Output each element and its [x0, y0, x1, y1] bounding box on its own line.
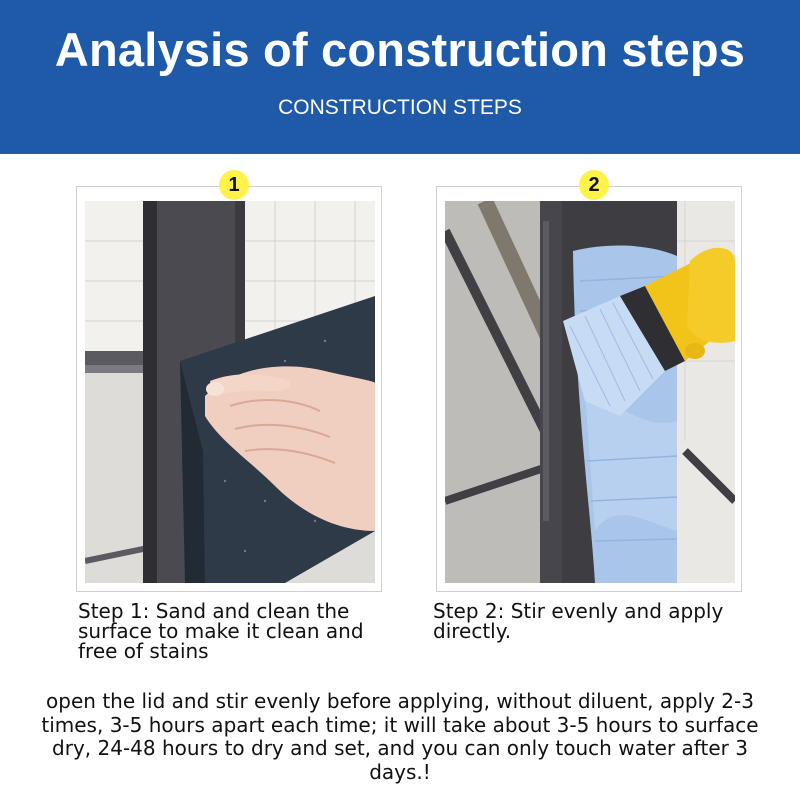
hand-sanding-illustration: [85, 201, 375, 583]
step-1-badge: 1: [219, 170, 249, 200]
usage-instructions: open the lid and stir evenly before applying, without diluent, apply 2-3 times, 3-5 hours apart each time; it will take about 3-5 hours to surface dry, 24-48 hours to dry and set, and you can only touch water after 3 days.!: [41, 689, 759, 784]
step-1-card: [76, 186, 382, 592]
step-2-caption: Step 2: Stir evenly and apply directly.: [433, 599, 724, 643]
step-1-caption: Step 1: Sand and clean the surface to make it clean and free of stains: [78, 599, 364, 663]
step-2-badge: 2: [579, 170, 609, 200]
header-banner: [0, 0, 800, 154]
brush-painting-illustration: [445, 201, 735, 583]
page-subtitle: CONSTRUCTION STEPS: [278, 96, 522, 119]
step-2-photo: [445, 201, 735, 583]
step-1-photo: [85, 201, 375, 583]
page-title: Analysis of construction steps: [54, 23, 746, 76]
step-2-card: [436, 186, 742, 592]
